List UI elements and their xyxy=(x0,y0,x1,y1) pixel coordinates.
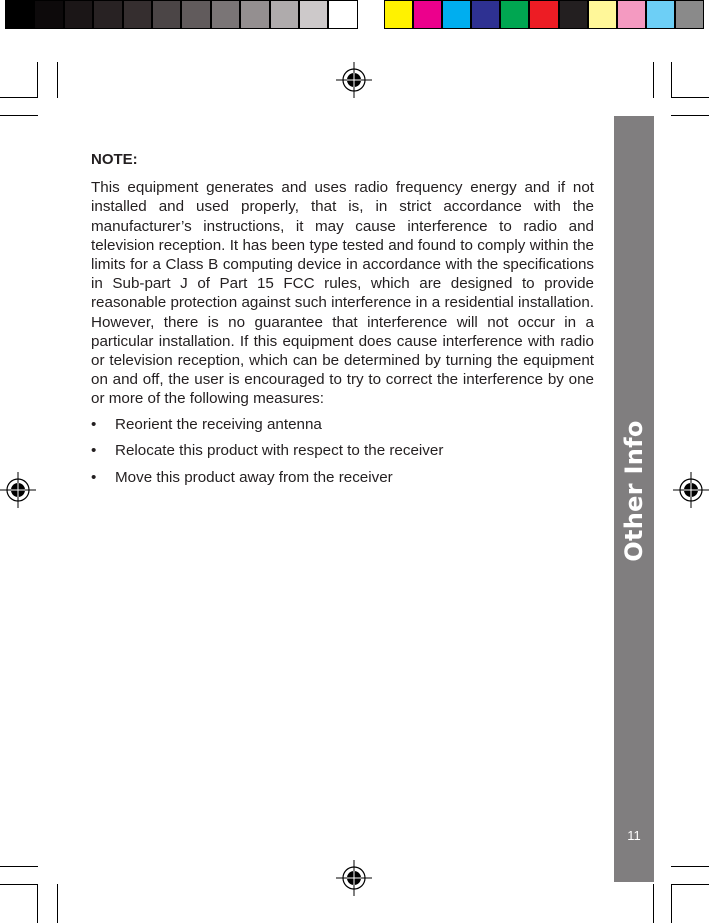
registration-mark-left xyxy=(0,472,36,508)
color-swatch xyxy=(270,0,299,29)
color-swatch xyxy=(471,0,500,29)
color-swatch xyxy=(675,0,704,29)
color-swatch xyxy=(500,0,529,29)
crop-mark xyxy=(0,866,38,867)
color-swatch xyxy=(413,0,442,29)
crop-mark xyxy=(671,115,709,116)
crop-mark xyxy=(671,62,672,98)
crop-mark xyxy=(37,62,38,98)
color-swatch xyxy=(34,0,63,29)
crop-mark xyxy=(671,97,709,98)
crop-mark xyxy=(0,884,38,885)
measures-list xyxy=(91,415,594,487)
color-swatch xyxy=(240,0,269,29)
color-swatch xyxy=(211,0,240,29)
color-swatch xyxy=(5,0,34,29)
color-swatch xyxy=(559,0,588,29)
list-item-text: Move this product away from the receiver xyxy=(115,468,393,486)
list-item-text: Reorient the receiving antenna xyxy=(115,415,322,433)
crop-mark xyxy=(37,884,38,923)
registration-mark-top xyxy=(336,62,372,98)
color-swatch xyxy=(617,0,646,29)
list-item xyxy=(91,441,594,460)
bullet-icon: • xyxy=(91,415,97,433)
bullet-icon: • xyxy=(91,468,97,486)
note-heading: NOTE: xyxy=(91,151,138,168)
page-number: 11 xyxy=(627,828,641,843)
crop-mark xyxy=(0,115,38,116)
section-tab-label: Other Info xyxy=(620,420,648,562)
grayscale-calibration-strip xyxy=(5,0,358,29)
color-swatch xyxy=(93,0,122,29)
crop-mark xyxy=(671,866,709,867)
color-swatch xyxy=(299,0,328,29)
color-swatch xyxy=(181,0,210,29)
list-item xyxy=(91,415,594,434)
note-section xyxy=(91,150,594,494)
registration-mark-bottom xyxy=(336,860,372,896)
color-swatch xyxy=(529,0,558,29)
color-swatch xyxy=(646,0,675,29)
crop-mark xyxy=(0,97,38,98)
color-swatch xyxy=(442,0,471,29)
list-item xyxy=(91,468,594,487)
color-swatch xyxy=(152,0,181,29)
note-paragraph: This equipment generates and uses radio frequency energy and if not installed and used properly, that is, in strict accordance with the manufacturer’s instructions, it may cause interference to radio and television reception. It has been type tested and found to comply within the limits for a Class B computing device in accordance with the specifications in Sub-part J of Part 15 FCC rules, which are designed to provide reasonable protection against such interference in a residential installation. However, there is no guarantee that interference will not occur in a particular installation. If this equipment does cause interference with radio or television reception, which can be determined by turning the equipment on and off, the user is encouraged to try to correct the interference by one or more of the following measures: xyxy=(91,179,594,408)
registration-mark-right xyxy=(673,472,709,508)
color-swatch xyxy=(64,0,93,29)
crop-mark xyxy=(671,884,709,885)
crop-mark xyxy=(671,884,672,923)
list-item-text: Relocate this product with respect to the receiver xyxy=(115,442,444,460)
crop-mark xyxy=(653,62,654,98)
crop-mark xyxy=(57,62,58,98)
bullet-icon: • xyxy=(91,442,97,460)
color-swatch xyxy=(588,0,617,29)
color-calibration-strip xyxy=(384,0,704,29)
color-swatch xyxy=(123,0,152,29)
color-swatch xyxy=(328,0,357,29)
crop-mark xyxy=(57,884,58,923)
crop-mark xyxy=(653,884,654,923)
color-swatch xyxy=(384,0,413,29)
